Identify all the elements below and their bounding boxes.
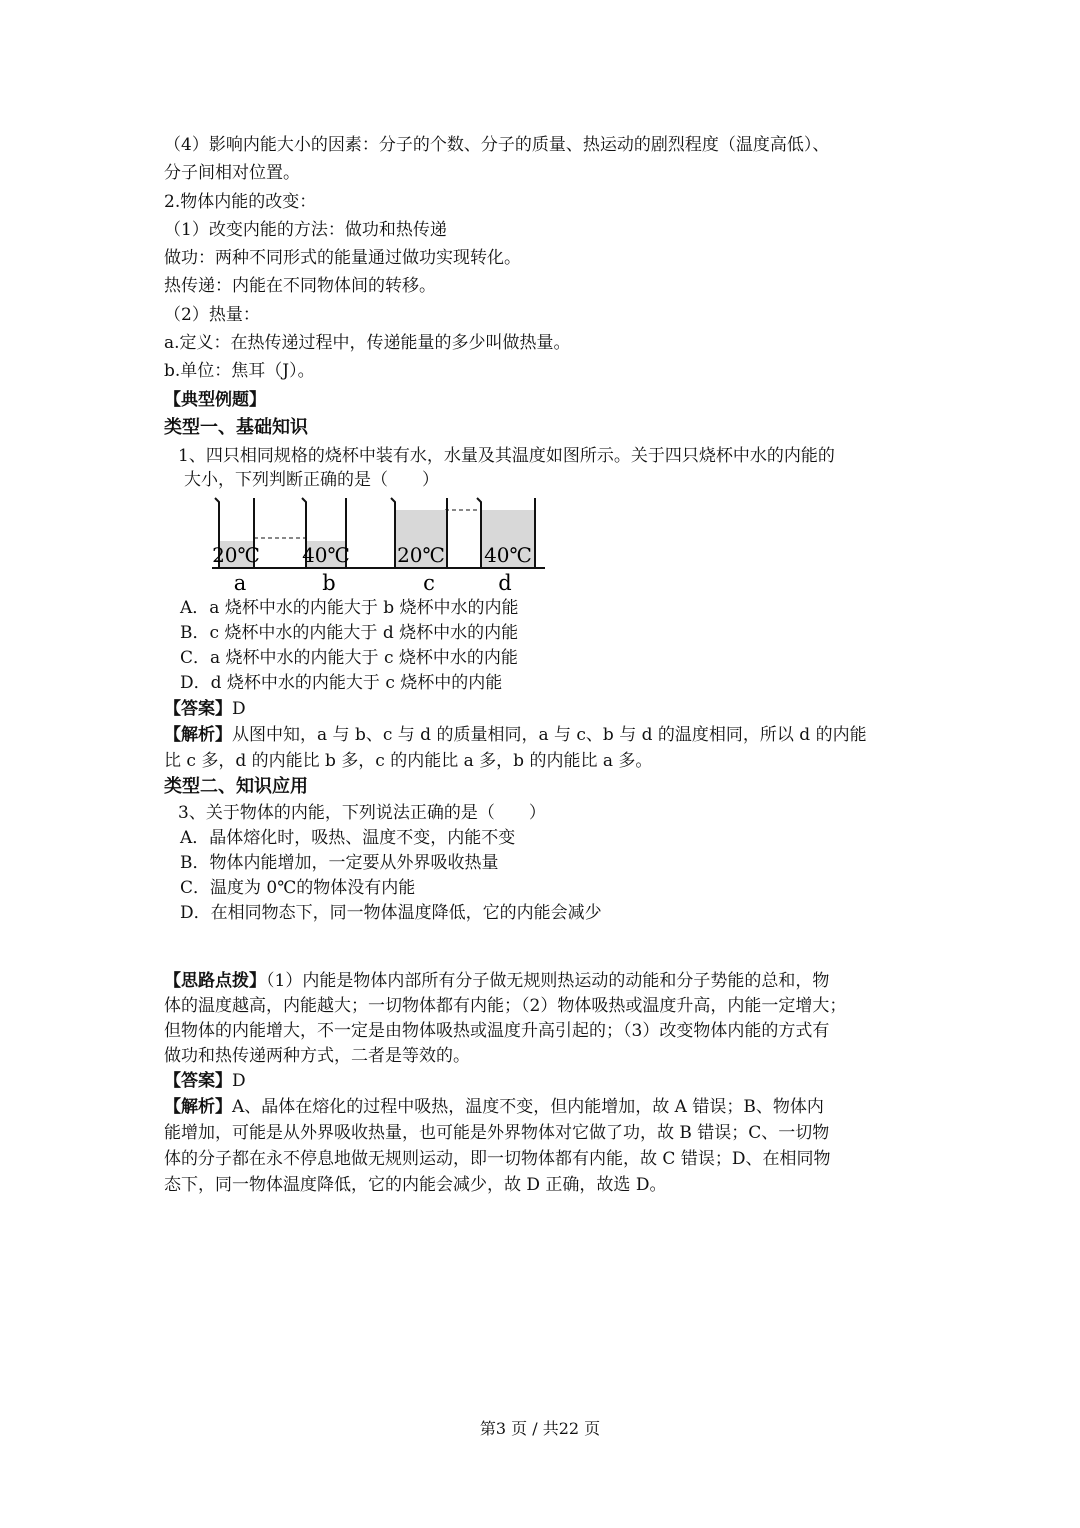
q1-option: C．a 烧杯中水的内能大于 c 烧杯中水的内能 [180,648,518,668]
beaker-d [477,498,535,595]
beaker-temp: 40℃ [302,543,350,567]
q3-option: A．晶体熔化时，吸热、温度不变，内能不变 [180,828,516,848]
q3-analysis-cont: 能增加，可能是从外界吸收热量，也可能是外界物体对它做了功，故 B 错误；C、一切物 [164,1123,830,1143]
q3-analysis-cont: 态下，同一物体温度降低，它的内能会减少，故 D 正确，故选 D。 [164,1175,667,1195]
beaker-b [302,498,350,595]
type2-heading: 类型二、知识应用 [164,776,308,797]
q3-analysis [164,1096,824,1118]
text-line: 2.物体内能的改变： [164,192,317,212]
text-line: b.单位：焦耳（J）。 [164,361,315,381]
type1-heading: 类型一、基础知识 [164,417,308,438]
q3-answer [164,1070,246,1092]
q3-analysis-cont: 体的分子都在永不停息地做无规则运动，即一切物体都有内能，故 C 错误；D、在相同物 [164,1149,831,1169]
answer-label: 【答案】 [164,699,232,719]
analysis-label: 【解析】 [164,725,232,745]
answer-value: D [232,699,246,719]
q3-hint-cont: 体的温度越高，内能越大；一切物体都有内能；（2）物体吸热或温度升高，内能一定增大； [164,996,847,1016]
q3-stem: 3、关于物体的内能，下列说法正确的是（ ） [178,803,546,823]
q1-option: A．a 烧杯中水的内能大于 b 烧杯中水的内能 [180,598,519,618]
hint-text: （1）内能是物体内部所有分子做无规则热运动的动能和分子势能的总和，物 [266,971,830,991]
q3-hint-cont: 做功和热传递两种方式，二者是等效的。 [164,1046,470,1066]
q1-stem: 1、四只相同规格的烧杯中装有水，水量及其温度如图所示。关于四只烧杯中水的内能的 [178,446,835,466]
q3-hint-cont: 但物体的内能增大，不一定是由物体吸热或温度升高引起的；（3）改变物体内能的方式有 [164,1021,830,1041]
text-line: 做功：两种不同形式的能量通过做功实现转化。 [164,248,521,268]
section-header: 【典型例题】 [164,390,266,410]
analysis-label: 【解析】 [164,1097,232,1117]
beaker-label: d [498,571,512,595]
beakers-figure [205,486,550,598]
beaker-temp: 40℃ [484,543,532,567]
beaker-label: b [322,571,336,595]
q1-option: B．c 烧杯中水的内能大于 d 烧杯中水的内能 [180,623,519,643]
beaker-label: a [233,571,247,595]
answer-value: D [232,1071,246,1091]
answer-label: 【答案】 [164,1071,232,1091]
q1-analysis-cont: 比 c 多，d 的内能比 b 多，c 的内能比 a 多，b 的内能比 a 多。 [164,751,653,771]
q3-option: B．物体内能增加，一定要从外界吸收热量 [180,853,499,873]
beaker-a [212,498,260,595]
beaker-label: c [423,571,435,595]
q1-option: D．d 烧杯中水的内能大于 c 烧杯中的内能 [180,673,503,693]
page-footer: 第3 页 / 共22 页 [479,1419,601,1438]
q3-option: D．在相同物态下，同一物体温度降低，它的内能会减少 [180,903,602,923]
hint-label: 【思路点拨】 [164,971,266,991]
q1-stem: 大小，下列判断正确的是（ ） [184,470,439,490]
q1-analysis [164,724,867,746]
beaker-c [391,498,447,595]
q3-option: C．温度为 0℃的物体没有内能 [180,878,416,898]
q1-answer [164,698,246,720]
text-line: a.定义：在热传递过程中，传递能量的多少叫做热量。 [164,333,571,353]
text-line: （1）改变内能的方法：做功和热传递 [164,220,447,240]
beaker-temp: 20℃ [397,543,445,567]
text-line: 热传递：内能在不同物体间的转移。 [164,276,436,296]
text-line: （2）热量： [164,305,260,325]
text-line: （4）影响内能大小的因素：分子的个数、分子的质量、热运动的剧烈程度（温度高低）、 [164,135,830,155]
q3-hint [164,970,829,992]
analysis-text: 从图中知，a 与 b、c 与 d 的质量相同，a 与 c、b 与 d 的温度相同，所以 d 的内能 [232,725,867,745]
beaker-temp: 20℃ [212,543,260,567]
analysis-text: A、晶体在熔化的过程中吸热，温度不变，但内能增加，故 A 错误；B、物体内 [232,1097,824,1117]
text-line: 分子间相对位置。 [164,163,300,183]
